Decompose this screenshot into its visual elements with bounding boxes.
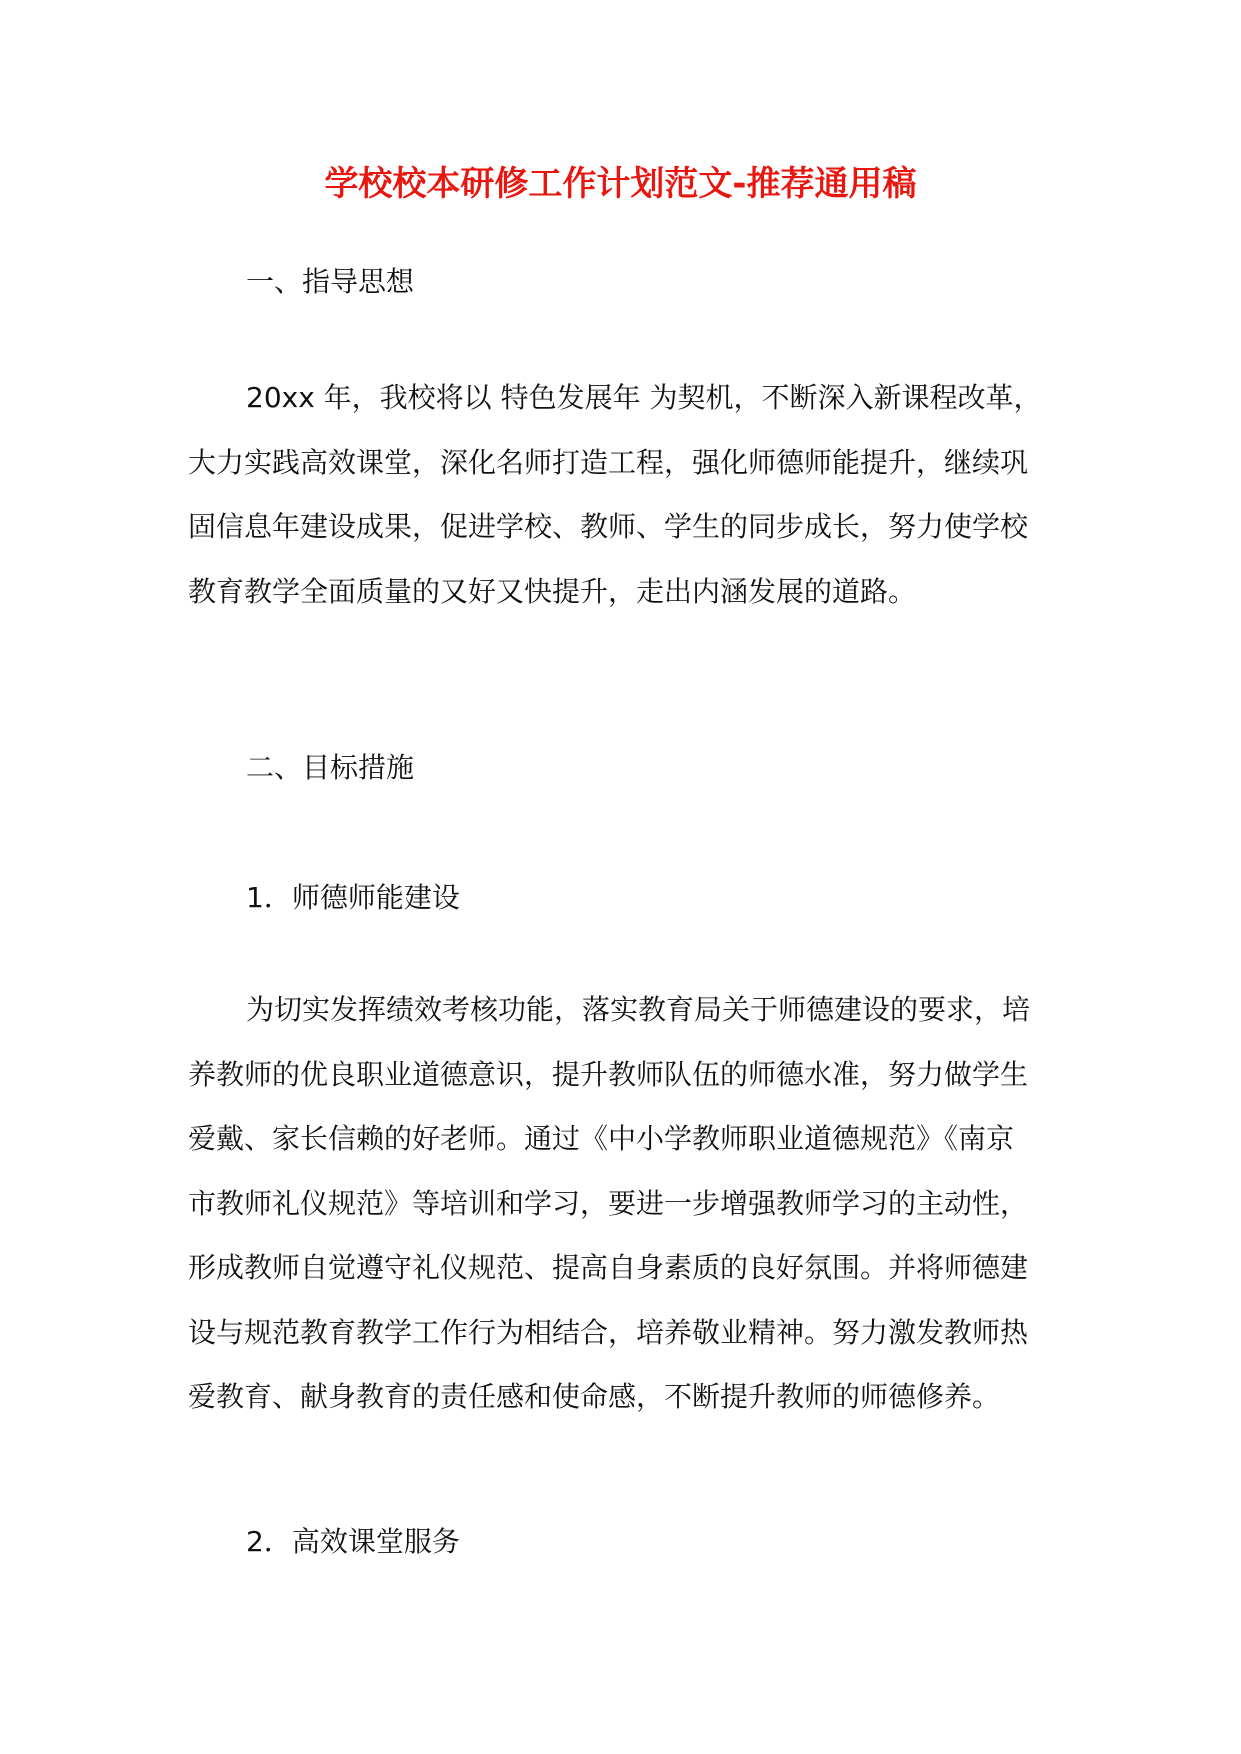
paragraph-line: 形成教师自觉遵守礼仪规范、提高自身素质的良好氛围。并将师德建 (188, 1251, 1029, 1284)
paragraph-teacher-ethics (188, 978, 1083, 1430)
paragraph-line: 爱戴、家长信赖的好老师。通过《中小学教师职业道德规范》《南京 (188, 1122, 1015, 1155)
paragraph-line: 市教师礼仪规范》等培训和学习，要进一步增强教师学习的主动性， (188, 1186, 1029, 1220)
paragraph-line: 大力实践高效课堂，深化名师打造工程，强化师德师能提升，继续巩 (188, 445, 1029, 479)
subsection-heading-efficient-classroom: 2．高效课堂服务 (246, 1525, 460, 1558)
paragraph-line: 养教师的优良职业道德意识，提升教师队伍的师德水准，努力做学生 (188, 1057, 1029, 1091)
paragraph-guiding-ideology (188, 366, 1083, 624)
section-heading-goals-measures: 二、目标措施 (246, 751, 415, 784)
paragraph-line: 为切实发挥绩效考核功能，落实教育局关于师德建设的要求，培 (246, 993, 1031, 1026)
document-title: 学校校本研修工作计划范文-推荐通用稿 (324, 164, 917, 204)
section-heading-guiding-ideology: 一、指导思想 (246, 265, 415, 298)
subsection-heading-teacher-ethics: 1．师德师能建设 (246, 881, 460, 914)
paragraph-line: 20xx 年，我校将以 特色发展年 为契机，不断深入新课程改革， (246, 381, 1042, 414)
paragraph-line: 设与规范教育教学工作行为相结合，培养敬业精神。努力激发教师热 (188, 1315, 1029, 1349)
paragraph-line: 爱教育、献身教育的责任感和使命感，不断提升教师的师德修养。 (188, 1380, 1001, 1413)
paragraph-line: 教育教学全面质量的又好又快提升，走出内涵发展的道路。 (188, 574, 917, 608)
paragraph-line: 固信息年建设成果，促进学校、教师、学生的同步成长，努力使学校 (188, 510, 1029, 543)
